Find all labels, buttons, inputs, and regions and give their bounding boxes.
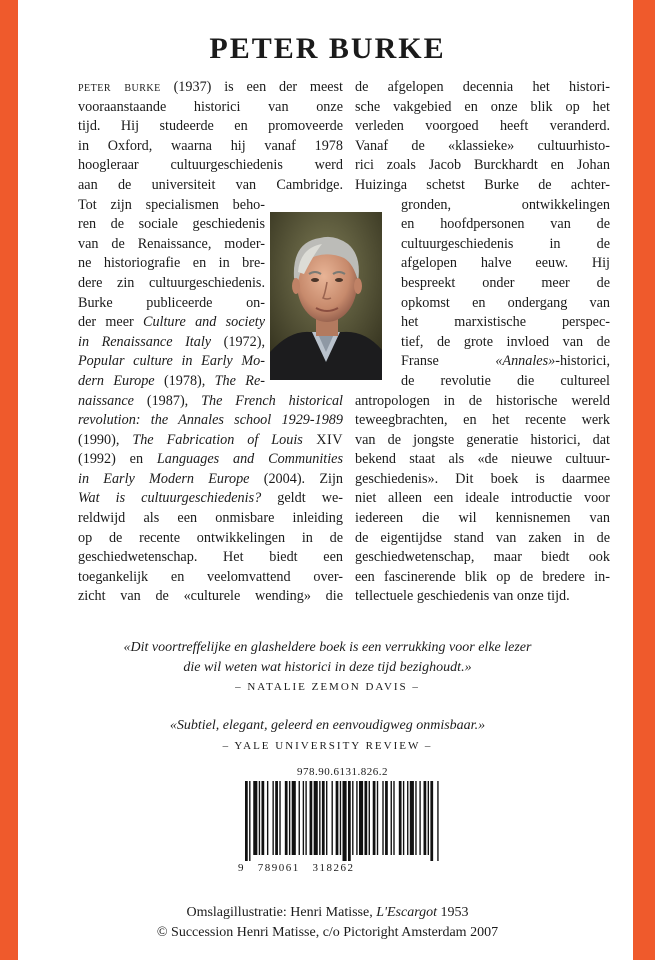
barcode-bar — [348, 781, 351, 861]
barcode-bar — [332, 781, 333, 855]
right_column-line — [355, 98, 610, 118]
barcode-bar — [352, 781, 353, 855]
barcode-bar — [356, 781, 357, 855]
right_column-line — [355, 352, 610, 372]
barcode-bar — [407, 781, 408, 855]
left_column-text: op de recente ontwikkelingen in de — [78, 529, 343, 546]
left_column-text: ne historiografie en in bre- — [78, 255, 265, 272]
barcode-bar — [305, 781, 306, 855]
barcode-bar — [261, 781, 264, 855]
barcode-bar — [253, 781, 257, 855]
barcode-bar — [373, 781, 376, 855]
barcode-bar — [419, 781, 420, 855]
quote-davis — [60, 638, 595, 678]
barcode-bar — [424, 781, 427, 855]
barcode-bar — [403, 781, 404, 855]
barcode-bar — [279, 781, 280, 855]
right_column-line — [355, 372, 610, 392]
left_column-text: Burke publiceerde on- — [78, 294, 265, 311]
left_column-text: geschiedwetenschap. Het biedt een — [78, 549, 343, 566]
right_column-text: het marxistische perspec- — [401, 314, 610, 331]
right_column-text: antropologen in de historische wereld — [355, 392, 610, 409]
right_column-line — [355, 254, 610, 274]
left_column-text: The Re- — [214, 372, 265, 389]
credits-year: 1953 — [437, 905, 469, 920]
right-orange-border — [633, 0, 655, 960]
credits-prefix: Omslagillustratie: Henri Matisse, — [186, 905, 377, 920]
left_column-line — [78, 489, 343, 509]
right_column-line — [355, 411, 610, 431]
quote-yale-line1: «Subtiel, elegant, geleerd en eenvoudigweg onmisbaar.» — [169, 718, 486, 733]
right_column-line — [355, 137, 610, 157]
barcode-bar — [275, 781, 278, 855]
barcode-bar — [359, 781, 363, 855]
left_column-text: peter burke — [78, 79, 161, 95]
left_column-line — [78, 509, 343, 529]
portrait-illustration — [270, 212, 382, 380]
left_column-text: Languages and Communities — [156, 451, 343, 468]
right_column-line — [355, 196, 610, 216]
left_column-line — [78, 294, 265, 314]
left_column-text: (1978), — [154, 372, 215, 389]
barcode-bar — [377, 781, 378, 855]
left_column-line — [78, 137, 343, 157]
right_column-text: tief, de grote invloed van de — [401, 333, 610, 350]
right_column-text: verleden voorgoed heeft veranderd. — [355, 118, 610, 135]
right_column-text: van de jongste generatie historici, dat — [355, 431, 610, 448]
author-portrait — [270, 212, 382, 380]
left_column-text: ren de sociale geschiedenis — [78, 216, 265, 233]
right_column-line — [355, 392, 610, 412]
quote-yale — [60, 716, 595, 736]
left_column-line — [78, 313, 265, 333]
right_column-text: afgelopen halve eeuw. Hij — [401, 255, 610, 272]
barcode-bar — [267, 781, 268, 855]
left_column-text: vooraanstaande historici van onze — [78, 98, 343, 115]
barcode-bar — [393, 781, 394, 855]
left_column-text: reldwijd als een onmisbare inleiding — [78, 510, 343, 527]
barcode-bar — [437, 781, 438, 861]
left_column-text: The French historical — [201, 392, 343, 409]
right_column-line — [355, 431, 610, 451]
barcode-bar — [310, 781, 313, 855]
right_column-line — [355, 548, 610, 568]
barcode-bar — [336, 781, 339, 855]
left_column-line — [78, 587, 343, 607]
right_column-text: opkomst en ondergang van — [401, 294, 610, 311]
isbn-top: 978.90.6131.826.2 — [297, 766, 388, 778]
left_column-line — [78, 333, 265, 353]
left_column-text: in Early Modern Europe — [78, 470, 250, 487]
barcode-bar — [259, 781, 260, 855]
right_column-text: niet alleen een ideale introductie voor — [355, 490, 610, 507]
quote-davis-line1: «Dit voortreffelijke en glasheldere boek is een verrukking voor elke lezer — [123, 640, 532, 655]
barcode-bar — [415, 781, 416, 855]
left_column-text: toegankelijk en veelomvattend over- — [78, 568, 343, 585]
barcode-bar — [340, 781, 341, 855]
cover-credits — [60, 903, 595, 943]
right_column-text: cultuurgeschiedenis in de — [401, 235, 610, 252]
barcode-bar — [303, 781, 304, 855]
left_column-line — [78, 352, 265, 372]
barcode-bar — [410, 781, 414, 855]
barcode-bar — [272, 781, 273, 855]
right_column-line — [355, 450, 610, 470]
right_column-text: tellectuele geschiedenis van onze tijd. — [355, 588, 570, 605]
left_column-text: The Fabrication of Louis — [132, 431, 303, 448]
barcode-bar — [399, 781, 402, 855]
right_column-line — [355, 489, 610, 509]
right_column-text: gronden, ontwikkelingen — [401, 196, 610, 213]
right_column-text: en hoofdpersonen van de — [401, 216, 610, 233]
left_column-line — [78, 156, 343, 176]
barcode-bar — [249, 781, 250, 861]
right_column-line — [355, 587, 610, 607]
left_column-line — [78, 450, 343, 470]
left_column-line — [78, 274, 265, 294]
left_column-text: tijd. Hij studeerde en promoveerde — [78, 118, 343, 135]
right_column-text: geschiedenis». Dit boek is daarmee — [355, 470, 610, 487]
left_column-text: (1972), — [211, 333, 266, 350]
barcode-bar — [382, 781, 383, 855]
left_column-line — [78, 117, 343, 137]
barcode-bar — [314, 781, 318, 855]
right_column-text: bekend staat als «de nieuwe cultuur- — [355, 451, 610, 468]
quote-davis-line2: die wil weten wat historici in deze tijd bezighoudt.» — [183, 660, 472, 675]
right_column-text: teweegbrachten, en het recente werk — [355, 412, 610, 429]
right_column-text: -historici, — [555, 353, 610, 370]
barcode — [245, 781, 440, 861]
left_column-line — [78, 235, 265, 255]
barcode-bar — [364, 781, 367, 855]
right_column-text: een fascinerende blik op de bredere in- — [355, 568, 610, 585]
left_column-text: hoogleraar cultuurgeschiedenis werd — [78, 157, 343, 174]
right_column-line — [355, 470, 610, 490]
left_column-line — [78, 548, 343, 568]
left_column-text: aan de universiteit van Cambridge. — [78, 176, 343, 193]
left_column-text: in Oxford, waarna hij vanaf 1978 — [78, 137, 343, 154]
left_column-line — [78, 568, 343, 588]
right-text-column — [355, 78, 610, 607]
right_column-text: geschiedwetenschap, maar biedt ook — [355, 549, 610, 566]
right_column-text: de afgelopen decennia het histori- — [355, 79, 610, 95]
left_column-line — [78, 431, 343, 451]
left_column-text: Culture and society — [142, 314, 265, 331]
left_column-text: revolution: the Annales school 1929-1989 — [78, 412, 343, 429]
left_column-text: (1937) is een der meest — [160, 79, 343, 95]
right_column-line — [355, 333, 610, 353]
left_column-text: Tot zijn specialismen beho- — [78, 196, 265, 213]
barcode-bar — [385, 781, 388, 855]
right_column-text: sche vakgebied en onze blik op het — [355, 98, 610, 115]
left-orange-border — [0, 0, 18, 960]
right_column-text: bespreekt onder meer de — [401, 274, 610, 291]
right_column-line — [355, 176, 610, 196]
right_column-line — [355, 235, 610, 255]
left_column-text: Popular culture in Early Mo- — [78, 353, 265, 370]
right_column-text: Franse — [401, 353, 496, 370]
barcode-bar — [289, 781, 290, 855]
left_column-text: zicht van de «culturele wending» die — [78, 588, 343, 605]
right_column-line — [355, 568, 610, 588]
left_column-line — [78, 470, 343, 490]
barcode-bar — [343, 781, 347, 861]
left_column-text: XIV — [302, 431, 343, 448]
right_column-text: Huizinga schetst Burke de achter- — [355, 176, 610, 193]
credits-copyright: © Succession Henri Matisse, c/o Pictoright Amsterdam 2007 — [156, 925, 499, 940]
isbn-bottom: 9 789061 318262 — [238, 862, 355, 874]
right_column-line — [355, 529, 610, 549]
right_column-line — [355, 274, 610, 294]
credits-illustration — [60, 903, 595, 923]
right_column-text: Vanaf de «klassieke» cultuurhisto- — [355, 137, 610, 154]
left_column-text: in Renaissance Italy — [78, 333, 212, 350]
left_column-text: (1992) en — [78, 451, 157, 468]
right_column-line — [355, 156, 610, 176]
left_column-text: Wat is cultuurgeschiedenis? — [78, 490, 262, 507]
right_column-text: iedereen die wil kennisnemen van — [355, 510, 610, 527]
left_column-text: geldt we- — [261, 490, 343, 507]
right_column-text: «Annales» — [495, 353, 556, 370]
left_column-line — [78, 254, 265, 274]
left_column-line — [78, 176, 343, 196]
barcode-bar — [285, 781, 288, 855]
right_column-line — [355, 509, 610, 529]
left_column-line — [78, 98, 343, 118]
barcode-bar — [292, 781, 296, 855]
quote-yale-source: – YALE UNIVERSITY REVIEW – — [222, 740, 433, 752]
left_column-line — [78, 411, 343, 431]
left_column-line — [78, 372, 265, 392]
right_column-line — [355, 313, 610, 333]
barcode-bar — [428, 781, 429, 855]
right_column-text: rici zoals Jacob Burckhardt en Johan — [355, 157, 610, 174]
left_column-line — [78, 529, 343, 549]
left_column-text: (1990), — [78, 431, 133, 448]
left_column-text: dere zin cultuurgeschiedenis. — [78, 274, 265, 291]
left_column-text: naissance — [78, 392, 134, 409]
credits-artwork-title: L'Escargot — [376, 905, 438, 920]
barcode-bar — [299, 781, 300, 855]
quote-davis-source: – NATALIE ZEMON DAVIS – — [235, 681, 420, 693]
left_column-line — [78, 78, 343, 98]
right_column-text: de eigentijdse stand van zaken in de — [355, 529, 610, 546]
barcode-bar — [369, 781, 370, 855]
left_column-line — [78, 392, 343, 412]
right_column-line — [355, 215, 610, 235]
left_column-text: dern Europe — [78, 372, 155, 389]
left_column-line — [78, 215, 265, 235]
barcode-bar — [391, 781, 392, 855]
barcode-bar — [322, 781, 325, 855]
barcode-bar — [245, 781, 248, 861]
left_column-text: van de Renaissance, moder- — [78, 235, 265, 252]
left_column-text: der meer — [78, 314, 143, 331]
left_column-line — [78, 196, 265, 216]
left_column-text: (2004). Zijn — [249, 470, 344, 487]
barcode-bar — [319, 781, 320, 855]
barcode-bar — [326, 781, 327, 855]
left_column-text: (1987), — [133, 392, 202, 409]
barcode-bar — [430, 781, 433, 861]
author-name: PETER BURKE — [209, 32, 446, 65]
right_column-line — [355, 294, 610, 314]
right_column-line — [355, 117, 610, 137]
right_column-text: de revolutie die cultureel — [401, 372, 610, 389]
right_column-line — [355, 78, 610, 98]
